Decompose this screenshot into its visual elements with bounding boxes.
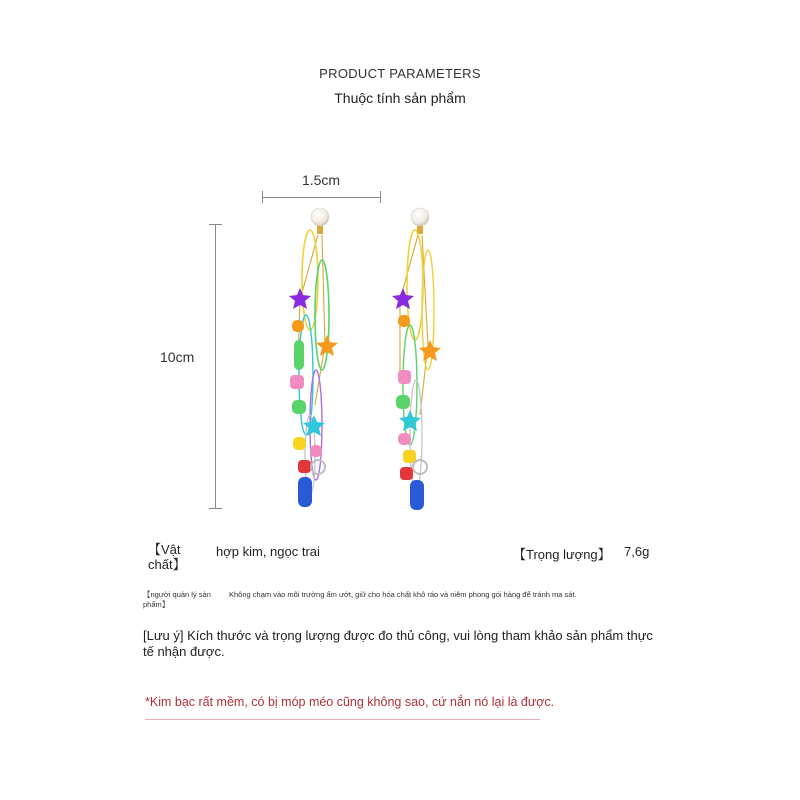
height-dimension-tick-top — [209, 224, 222, 225]
product-parameters-title: PRODUCT PARAMETERS — [319, 66, 481, 81]
warning-text: *Kim bạc rất mềm, có bị móp méo cũng không sao, cứ nắn nó lại là được. — [145, 695, 555, 709]
height-dimension-tick-bottom — [209, 508, 222, 509]
warning-underline — [145, 719, 540, 720]
weight-value: 7,6g — [624, 544, 650, 559]
weight-label: 【Trọng lượng】 — [513, 547, 611, 562]
width-dimension-line — [262, 197, 380, 198]
earrings-image — [270, 205, 470, 520]
material-label: 【Vật chất】 — [148, 542, 186, 572]
measurement-note: [Lưu ý] Kích thước và trọng lượng được đo thủ công, vui lòng tham khảo sản phẩm thực tế nhận được. — [143, 628, 653, 659]
product-attributes-subtitle: Thuộc tính sản phẩm — [334, 90, 466, 106]
care-text: Không chạm vào môi trường ẩm ướt, giữ cho hóa chất khô ráo và niêm phong gói hàng để tránh ma sát. — [229, 590, 577, 599]
material-value: hợp kim, ngọc trai — [216, 544, 320, 559]
care-instructions — [143, 590, 663, 610]
height-dimension-line — [215, 224, 216, 508]
height-dimension-label: 10cm — [160, 349, 195, 365]
left-earring — [289, 208, 338, 507]
right-earring — [392, 208, 441, 510]
width-dimension-tick-left — [262, 191, 263, 203]
care-label: 【người quản lý sản phẩm】 — [143, 590, 211, 609]
width-dimension-label: 1.5cm — [301, 172, 341, 188]
width-dimension-tick-right — [380, 191, 381, 203]
